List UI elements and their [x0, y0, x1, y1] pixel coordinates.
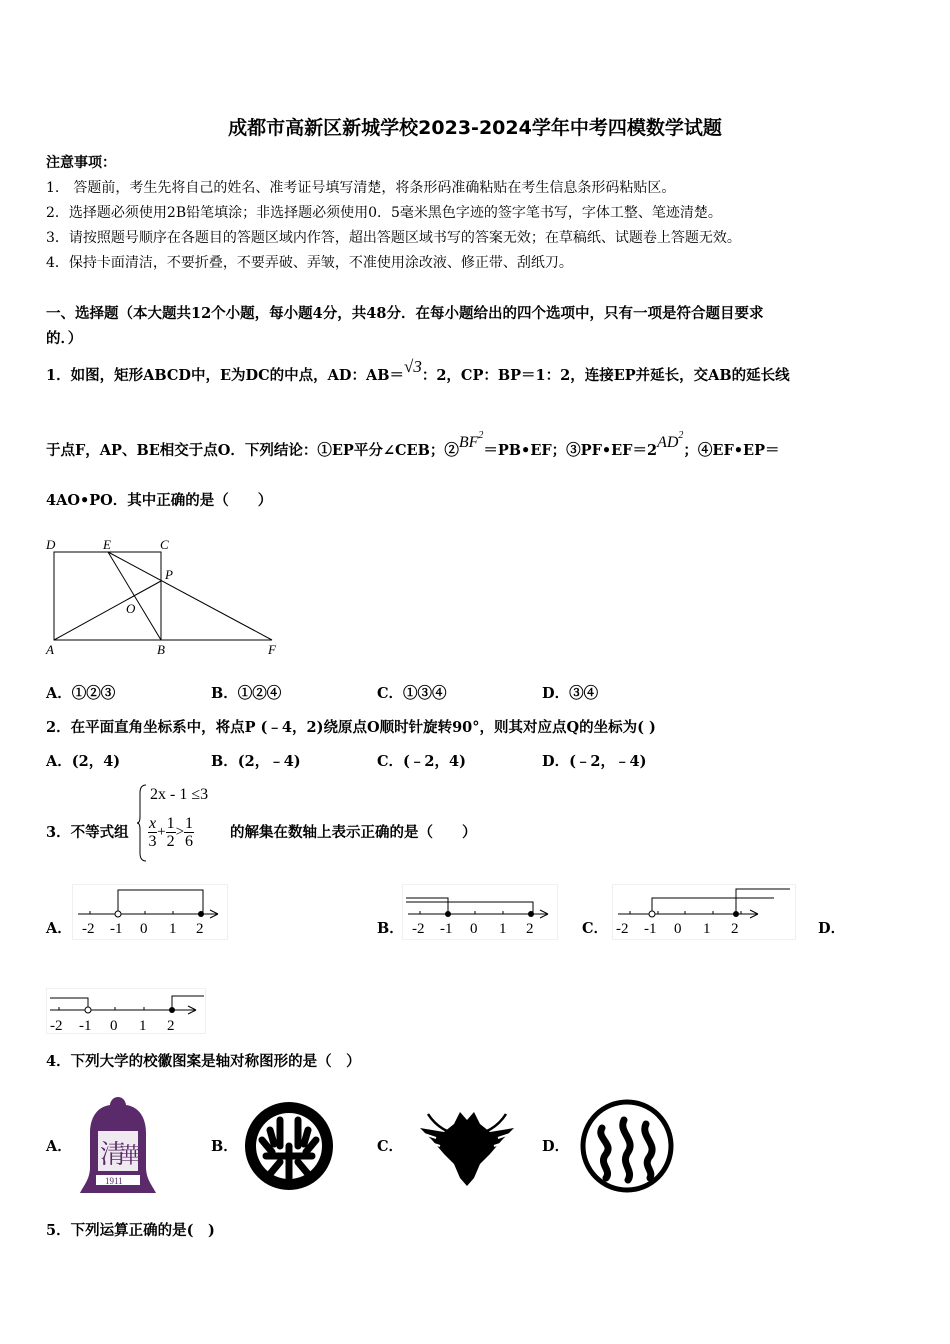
svg-text:華: 華: [120, 1143, 143, 1168]
closed-point: [528, 911, 534, 917]
wave-badge-icon[interactable]: [578, 1098, 676, 1194]
label-d: D: [46, 537, 56, 552]
open-point: [649, 911, 655, 917]
q1-text: ：2，CP：BP＝1：2，连接EP并延长，交AB的延长线: [421, 367, 790, 384]
tick-label: -1: [79, 1018, 92, 1034]
open-point: [115, 911, 121, 917]
tick-label: 2: [196, 921, 204, 937]
numerator: 1: [166, 815, 175, 832]
open-point: [85, 1007, 91, 1013]
tick-label: 1: [139, 1018, 147, 1034]
notice-item: 2．选择题必须使用2B铅笔填涂；非选择题必须使用0．5毫米黑色字迹的签字笔书写，字体工整、笔迹清楚。: [46, 205, 722, 221]
tick-label: 2: [731, 921, 739, 937]
section-heading-cont: 的．）: [46, 330, 83, 347]
q4-option-b-label[interactable]: B．: [211, 1138, 238, 1155]
q3-option-c-label[interactable]: C．: [582, 920, 609, 937]
number-line-a[interactable]: [72, 884, 228, 940]
tick-label: -1: [644, 921, 657, 937]
tick-label: 1: [499, 921, 507, 937]
line-ap: [54, 581, 161, 640]
closed-point: [198, 911, 204, 917]
closed-point: [169, 1007, 175, 1013]
svg-text:清: 清: [100, 1140, 127, 1169]
q1-text: 于点F，AP、BE相交于点O．下列结论：①EP平分∠CEB；②: [46, 442, 459, 459]
closed-point: [733, 911, 739, 917]
tick-label: -1: [440, 921, 453, 937]
label-c: C: [160, 537, 169, 552]
section-heading: 一、选择题（本大题共12个小题，每小题4分，共48分．在每小题给出的四个选项中，只有一项是符合题目要求: [46, 305, 764, 322]
q1-stem-line1: [46, 357, 790, 385]
tsinghua-badge-icon[interactable]: [76, 1093, 160, 1199]
label-f: F: [268, 642, 276, 657]
q1-text: ；④EF•EP＝: [683, 442, 780, 459]
denominator: 6: [185, 833, 194, 850]
q3-prefix: 3．不等式组: [46, 824, 129, 841]
greater-than-sign: >: [175, 824, 185, 840]
q1-option-b[interactable]: B．①②④: [211, 685, 282, 702]
q1-option-a[interactable]: A．①②③: [46, 685, 116, 702]
tick-label: 0: [110, 1018, 118, 1034]
notice-item: 3．请按照题号顺序在各题目的答题区域内作答，超出答题区域书写的答案无效；在草稿纸、试题卷上答题无效。: [46, 230, 741, 246]
q2-option-a[interactable]: A．(2，4): [46, 753, 121, 770]
peking-badge-icon[interactable]: [240, 1100, 338, 1192]
q3-suffix: 的解集在数轴上表示正确的是（ ）: [230, 824, 477, 841]
brace-icon: [136, 783, 148, 863]
q1-stem-line2: [46, 430, 780, 460]
q3-option-d-label[interactable]: D．: [818, 920, 846, 937]
denominator: 3: [148, 833, 157, 850]
numerator: 1: [185, 815, 194, 832]
rectangle-abcd: [54, 552, 161, 640]
denominator: 2: [166, 833, 175, 850]
q1-option-c[interactable]: C．①③④: [377, 685, 447, 702]
ad-squared: [657, 430, 684, 451]
closed-point: [445, 911, 451, 917]
number-line-d[interactable]: [46, 988, 206, 1034]
sqrt3: √3: [403, 357, 422, 376]
tick-label: 2: [167, 1018, 175, 1034]
q1-option-d[interactable]: D．③④: [542, 685, 599, 702]
q4-option-a-label[interactable]: A．: [46, 1138, 72, 1155]
tick-label: -1: [110, 921, 123, 937]
label-a: A: [46, 642, 54, 657]
fraction: [148, 815, 157, 850]
q3-option-b-label[interactable]: B．: [377, 920, 404, 937]
q2-option-b[interactable]: B．(2，﹣4): [211, 753, 301, 770]
q4-stem: 4．下列大学的校徽图案是轴对称图形的是（ ）: [46, 1053, 361, 1070]
fraction: [166, 815, 176, 850]
fraction: [184, 815, 194, 850]
numerator: x: [149, 815, 157, 832]
q3-option-a-label[interactable]: A．: [46, 920, 72, 937]
label-b: B: [157, 642, 165, 657]
tick-label: -2: [412, 921, 425, 937]
tick-label: -2: [616, 921, 629, 937]
q3-inequality-1: 2x - 1 ≤3: [150, 786, 209, 803]
label-p: P: [165, 567, 173, 582]
tick-label: 0: [470, 921, 478, 937]
number-line-c[interactable]: [612, 884, 796, 940]
tick-label: 0: [140, 921, 148, 937]
eagle-badge-icon[interactable]: [414, 1098, 520, 1194]
line-ef: [108, 552, 272, 640]
label-o: O: [126, 601, 136, 616]
tick-label: 2: [526, 921, 534, 937]
tick-label: -2: [82, 921, 95, 937]
tick-label: 1: [703, 921, 711, 937]
ad: AD: [657, 434, 679, 451]
tick-label: -2: [50, 1018, 63, 1034]
bf-squared: [458, 430, 484, 451]
q1-text: 1．如图，矩形ABCD中，E为DC的中点，AD：AB＝: [46, 367, 404, 384]
q4-option-d-label[interactable]: D．: [542, 1138, 570, 1155]
plus-sign: +: [157, 824, 166, 840]
q4-option-c-label[interactable]: C．: [377, 1138, 404, 1155]
notice-item: 1. 答题前，考生先将自己的姓名、准考证号填写清楚，将条形码准确粘贴在考生信息条形码粘贴区。: [46, 180, 676, 196]
page-title: 成都市高新区新城学校2023-2024学年中考四模数学试题: [228, 117, 722, 139]
q2-option-c[interactable]: C．(﹣2，4): [377, 753, 466, 770]
q5-stem: 5．下列运算正确的是( ): [46, 1222, 215, 1239]
q1-figure: [40, 535, 290, 660]
notice-item: 4．保持卡面清洁，不要折叠，不要弄破、弄皱，不准使用涂改液、修正带、刮纸刀。: [46, 255, 573, 271]
tick-label: 1: [169, 921, 177, 937]
q1-stem-line3: 4AO•PO．其中正确的是（ ）: [46, 492, 273, 509]
q2-stem: 2．在平面直角坐标系中，将点P (﹣4，2)绕原点O顺时针旋转90°，则其对应点Q的坐标为( ): [46, 719, 656, 736]
tick-label: 0: [674, 921, 682, 937]
q1-text: ＝PB•EF；③PF•EF＝2: [483, 442, 658, 459]
label-e: E: [103, 537, 111, 552]
bf: BF: [458, 434, 479, 451]
exp: 2: [678, 430, 684, 441]
number-line-b[interactable]: [402, 884, 558, 940]
q3-inequality-2: [148, 815, 194, 850]
badge-year: 1911: [105, 1176, 123, 1186]
exp: 2: [478, 430, 484, 441]
notice-heading: 注意事项：: [46, 155, 116, 171]
q2-option-d[interactable]: D．(﹣2，﹣4): [542, 753, 647, 770]
